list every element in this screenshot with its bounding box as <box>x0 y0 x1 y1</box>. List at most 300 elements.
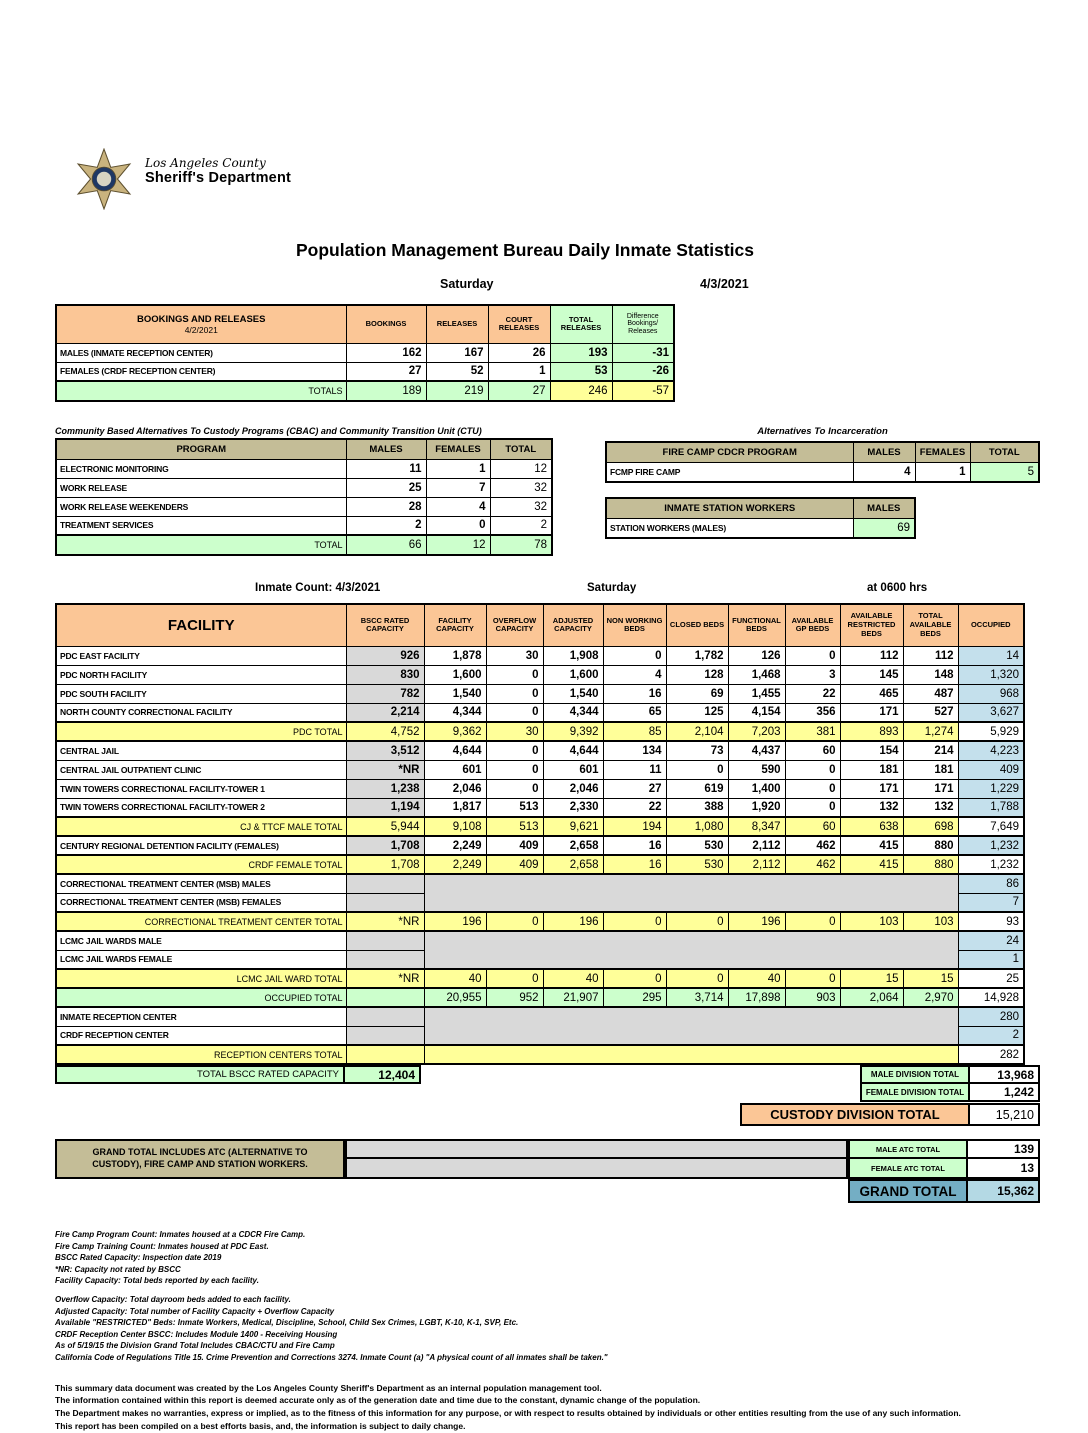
footnote-line: Facility Capacity: Total beds reported by each facility. <box>55 1276 259 1286</box>
facility-statistics-table <box>55 603 1025 1065</box>
facility-value-8: 171 <box>840 779 903 798</box>
total-value-8: 415 <box>840 855 903 874</box>
station-col-males: MALES <box>853 498 915 518</box>
total-value-10: 14,928 <box>958 988 1024 1007</box>
total-value-1: 196 <box>424 912 486 931</box>
cbac-col-0: PROGRAM <box>56 439 346 459</box>
facility-value-7: 462 <box>785 836 840 855</box>
cbac-data-row <box>56 497 552 516</box>
grand-total-note <box>55 1139 345 1179</box>
total-value-8: 2,064 <box>840 988 903 1007</box>
bscc-empty <box>346 931 424 950</box>
facility-value-10: 4,223 <box>958 741 1024 760</box>
occupied-value: 24 <box>958 931 1024 950</box>
facility-col-5: NON WORKING BEDS <box>603 604 666 646</box>
cbac-males-total: 66 <box>346 535 426 555</box>
cbac-total: 12 <box>490 459 552 478</box>
agency-county-label: Los Angeles County <box>145 156 266 170</box>
total-value-3: 40 <box>543 969 603 988</box>
facility-name: PDC SOUTH FACILITY <box>56 684 346 703</box>
facility-value-1: 2,249 <box>424 836 486 855</box>
cbac-data-row <box>56 516 552 535</box>
facility-value-6: 126 <box>728 646 785 665</box>
total-value-7: 462 <box>785 855 840 874</box>
facility-value-2: 409 <box>486 836 543 855</box>
facility-value-1: 4,344 <box>424 703 486 722</box>
station-header-row <box>606 498 915 518</box>
facility-total-row <box>56 855 1024 874</box>
total-value-9: 2,970 <box>903 988 958 1007</box>
facility-value-2: 0 <box>486 741 543 760</box>
footnotes <box>55 1229 1040 1364</box>
report-date: 4/3/2021 <box>700 277 749 291</box>
facility-value-3: 4,644 <box>543 741 603 760</box>
difference-value: -26 <box>612 362 674 381</box>
total-value-6: 40 <box>728 969 785 988</box>
firecamp-col-2: FEMALES <box>915 442 970 462</box>
facility-value-4: 11 <box>603 760 666 779</box>
total-value-1: 40 <box>424 969 486 988</box>
facility-value-10: 1,788 <box>958 798 1024 817</box>
total-value-6: 2,112 <box>728 855 785 874</box>
inmate-count-header <box>55 582 1040 600</box>
cbac-females: 7 <box>426 478 490 497</box>
facility-row <box>56 798 1024 817</box>
facility-total-row <box>56 817 1024 836</box>
agency-header <box>73 148 1040 218</box>
facility-value-2: 513 <box>486 798 543 817</box>
facility-name: CENTRAL JAIL OUTPATIENT CLINIC <box>56 760 346 779</box>
facility-value-0: 926 <box>346 646 424 665</box>
facility-value-5: 619 <box>666 779 728 798</box>
total-value-10: 1,232 <box>958 855 1024 874</box>
total-value-9: 103 <box>903 912 958 931</box>
cbac-total: 32 <box>490 497 552 516</box>
total-value-6: 196 <box>728 912 785 931</box>
facility-value-8: 181 <box>840 760 903 779</box>
total-bscc-label: TOTAL BSCC RATED CAPACITY <box>55 1065 345 1084</box>
facility-row <box>56 836 1024 855</box>
facility-value-2: 0 <box>486 779 543 798</box>
total-value-8: 15 <box>840 969 903 988</box>
female-atc-total-value: 13 <box>966 1157 1040 1179</box>
facility-value-3: 601 <box>543 760 603 779</box>
facility-value-7: 0 <box>785 646 840 665</box>
facility-value-3: 4,344 <box>543 703 603 722</box>
facility-row <box>56 779 1024 798</box>
firecamp-total: 5 <box>970 462 1039 482</box>
facility-value-0: 830 <box>346 665 424 684</box>
station-males-value: 69 <box>853 518 915 538</box>
total-label: RECEPTION CENTERS TOTAL <box>56 1045 346 1064</box>
grand-total-value: 15,362 <box>966 1179 1040 1203</box>
report-day-date <box>55 277 1040 295</box>
total-value-3: 9,392 <box>543 722 603 741</box>
bscc-empty <box>346 1026 424 1045</box>
bookings-totals-row <box>56 381 674 401</box>
facility-value-5: 69 <box>666 684 728 703</box>
total-value-8: 893 <box>840 722 903 741</box>
facility-value-7: 0 <box>785 779 840 798</box>
bookings-totals-label: TOTALS <box>56 381 346 401</box>
facility-col-7: FUNCTIONAL BEDS <box>728 604 785 646</box>
facility-value-9: 527 <box>903 703 958 722</box>
total-value-4: 0 <box>603 969 666 988</box>
occupied-value: 282 <box>958 1045 1024 1064</box>
facility-value-9: 112 <box>903 646 958 665</box>
facility-name: NORTH COUNTY CORRECTIONAL FACILITY <box>56 703 346 722</box>
footnote-line: BSCC Rated Capacity: Inspection date 2019 <box>55 1253 222 1263</box>
total-value-0: *NR <box>346 969 424 988</box>
merged-yellow <box>424 1045 958 1064</box>
releases-value: 52 <box>426 362 488 381</box>
female-division-total-value: 1,242 <box>968 1082 1040 1102</box>
facility-col-0: FACILITY <box>56 604 346 646</box>
facility-value-5: 128 <box>666 665 728 684</box>
facility-total-row <box>56 969 1024 988</box>
footnote-line: Fire Camp Program Count: Inmates housed at a CDCR Fire Camp. <box>55 1230 306 1239</box>
facility-value-7: 60 <box>785 741 840 760</box>
facility-value-8: 154 <box>840 741 903 760</box>
difference-value: -31 <box>612 343 674 362</box>
facility-value-5: 125 <box>666 703 728 722</box>
firecamp-row-label: FCMP FIRE CAMP <box>606 462 853 482</box>
total-value-7: 60 <box>785 817 840 836</box>
grand-total-label: GRAND TOTAL <box>848 1179 968 1203</box>
total-value-10: 93 <box>958 912 1024 931</box>
facility-value-7: 3 <box>785 665 840 684</box>
cbac-totals-label: TOTAL <box>56 535 346 555</box>
total-value-5: 3,714 <box>666 988 728 1007</box>
total-value-3: 2,658 <box>543 855 603 874</box>
station-data-row <box>606 518 915 538</box>
facility-row <box>56 684 1024 703</box>
total-label: CRDF FEMALE TOTAL <box>56 855 346 874</box>
facility-value-6: 4,154 <box>728 703 785 722</box>
facility-value-7: 0 <box>785 760 840 779</box>
male-atc-total-value: 139 <box>966 1139 1040 1159</box>
facility-name: LCMC JAIL WARDS FEMALE <box>56 950 346 969</box>
programs-section <box>55 426 1040 556</box>
male-division-total-value: 13,968 <box>968 1065 1040 1084</box>
facility-col-8: AVAILABLE GP BEDS <box>785 604 840 646</box>
custody-division-total-value: 15,210 <box>968 1103 1040 1126</box>
custody-division-total-label: CUSTODY DIVISION TOTAL <box>740 1103 970 1126</box>
facility-value-4: 16 <box>603 684 666 703</box>
facility-value-10: 1,232 <box>958 836 1024 855</box>
cbac-row-label: TREATMENT SERVICES <box>56 516 346 535</box>
bookings-total: 189 <box>346 381 426 401</box>
facility-value-9: 148 <box>903 665 958 684</box>
female-division-row <box>55 1084 1040 1102</box>
bookings-header-row <box>56 305 674 343</box>
facility-value-8: 465 <box>840 684 903 703</box>
cbac-total: 32 <box>490 478 552 497</box>
court-releases-value: 26 <box>488 343 550 362</box>
total-value-9: 880 <box>903 855 958 874</box>
disclaimer-line: The information contained within this report is deemed accurate only as of the generation date and time due to the constant, dynamic change of the population. <box>55 1395 701 1406</box>
cbac-females-total: 12 <box>426 535 490 555</box>
facility-value-5: 1,782 <box>666 646 728 665</box>
firecamp-data-row <box>606 462 1039 482</box>
cbac-total: 2 <box>490 516 552 535</box>
bookings-title-line1: BOOKINGS AND RELEASES <box>137 313 266 325</box>
total-value-7: 903 <box>785 988 840 1007</box>
facility-row-merged <box>56 931 1024 950</box>
facility-value-3: 2,046 <box>543 779 603 798</box>
footnote-line: Adjusted Capacity: Total number of Facility Capacity + Overflow Capacity <box>55 1306 335 1316</box>
grand-total-filler-1 <box>345 1139 848 1159</box>
facility-value-10: 14 <box>958 646 1024 665</box>
bookings-value: 27 <box>346 362 426 381</box>
firecamp-header-row <box>606 442 1039 462</box>
total-value-5: 2,104 <box>666 722 728 741</box>
total-value-5: 1,080 <box>666 817 728 836</box>
total-value-2: 513 <box>486 817 543 836</box>
total-value-4: 194 <box>603 817 666 836</box>
occupied-value: 280 <box>958 1007 1024 1026</box>
total-value-5: 0 <box>666 912 728 931</box>
facility-value-0: 1,238 <box>346 779 424 798</box>
footnote-line: Overflow Capacity: Total dayroom beds added to each facility. <box>55 1294 291 1304</box>
occupied-total-row <box>56 988 1024 1007</box>
grand-total-note-line2: CUSTODY), FIRE CAMP AND STATION WORKERS. <box>92 1159 308 1169</box>
bookings-row-label: MALES (INMATE RECEPTION CENTER) <box>56 343 346 362</box>
facility-value-7: 22 <box>785 684 840 703</box>
cbac-grand-total: 78 <box>490 535 552 555</box>
reception-total-row <box>56 1045 1024 1064</box>
facility-value-4: 27 <box>603 779 666 798</box>
total-label: CJ & TTCF MALE TOTAL <box>56 817 346 836</box>
facility-value-3: 1,908 <box>543 646 603 665</box>
firecamp-col-0: FIRE CAMP CDCR PROGRAM <box>606 442 853 462</box>
total-value-3: 21,907 <box>543 988 603 1007</box>
footnote-line: Fire Camp Training Count: Inmates housed at PDC East. <box>55 1241 269 1251</box>
sheriff-star-icon <box>73 148 135 210</box>
facility-row <box>56 646 1024 665</box>
facility-col-11: OCCUPIED <box>958 604 1024 646</box>
court-releases-value: 1 <box>488 362 550 381</box>
bscc-empty <box>346 874 424 893</box>
female-division-total-label: FEMALE DIVISION TOTAL <box>860 1082 970 1102</box>
facility-value-6: 1,455 <box>728 684 785 703</box>
facility-name: CORRECTIONAL TREATMENT CENTER (MSB) FEMALES <box>56 893 346 912</box>
facility-value-7: 0 <box>785 798 840 817</box>
merged-gray <box>424 874 958 912</box>
facility-value-9: 181 <box>903 760 958 779</box>
bookings-data-row <box>56 362 674 381</box>
cbac-data-row <box>56 478 552 497</box>
total-value-9: 698 <box>903 817 958 836</box>
facility-value-3: 1,600 <box>543 665 603 684</box>
total-value-4: 0 <box>603 912 666 931</box>
cbac-males: 2 <box>346 516 426 535</box>
facility-col-3: OVERFLOW CAPACITY <box>486 604 543 646</box>
total-value-2: 409 <box>486 855 543 874</box>
cbac-females: 0 <box>426 516 490 535</box>
bookings-data-row <box>56 343 674 362</box>
facility-value-1: 2,046 <box>424 779 486 798</box>
cbac-row-label: ELECTRONIC MONITORING <box>56 459 346 478</box>
facility-value-0: 1,194 <box>346 798 424 817</box>
total-value-6: 8,347 <box>728 817 785 836</box>
facility-value-9: 880 <box>903 836 958 855</box>
facility-col-6: CLOSED BEDS <box>666 604 728 646</box>
facility-value-2: 30 <box>486 646 543 665</box>
cbac-col-3: TOTAL <box>490 439 552 459</box>
total-label: PDC TOTAL <box>56 722 346 741</box>
facility-name: PDC EAST FACILITY <box>56 646 346 665</box>
bscc-empty <box>346 893 424 912</box>
alternatives-title: Alternatives To Incarceration <box>757 426 888 437</box>
facility-value-8: 415 <box>840 836 903 855</box>
total-value-9: 1,274 <box>903 722 958 741</box>
facility-value-9: 171 <box>903 779 958 798</box>
disclaimer-line: The Department makes no warranties, express or implied, as to the fitness of this information for any purpose, or with respect to results obtained by individuals or other entities resulting from the use of any such information. <box>55 1408 961 1419</box>
facility-value-6: 4,437 <box>728 741 785 760</box>
facility-total-row <box>56 722 1024 741</box>
total-bscc-value: 12,404 <box>343 1065 421 1084</box>
cbac-header-row <box>56 439 552 459</box>
total-value-6: 7,203 <box>728 722 785 741</box>
facility-col-10: TOTAL AVAILABLE BEDS <box>903 604 958 646</box>
female-atc-total-label: FEMALE ATC TOTAL <box>848 1157 968 1179</box>
facility-value-5: 388 <box>666 798 728 817</box>
total-value-5: 0 <box>666 969 728 988</box>
page-title: Population Management Bureau Daily Inmate Statistics <box>295 240 755 260</box>
facility-value-3: 1,540 <box>543 684 603 703</box>
cbac-totals-row <box>56 535 552 555</box>
occupied-value: 1 <box>958 950 1024 969</box>
facility-value-6: 1,400 <box>728 779 785 798</box>
facility-col-2: FACILITY CAPACITY <box>424 604 486 646</box>
facility-value-3: 2,330 <box>543 798 603 817</box>
col-court-releases: COURT RELEASES <box>488 305 550 343</box>
bscc-empty <box>346 950 424 969</box>
facility-value-6: 590 <box>728 760 785 779</box>
firecamp-col-1: MALES <box>853 442 915 462</box>
total-value-7: 0 <box>785 912 840 931</box>
cbac-block <box>55 426 553 556</box>
bookings-title-cell <box>56 305 346 343</box>
bookings-row-label: FEMALES (CRDF RECEPTION CENTER) <box>56 362 346 381</box>
facility-value-9: 214 <box>903 741 958 760</box>
footnote-line: California Code of Regulations Title 15. Crime Prevention and Corrections 3274. Inmate Count (a) "A physical count of all inmates shall be taken." <box>55 1352 608 1362</box>
fire-camp-table <box>605 441 1040 483</box>
total-value-3: 9,621 <box>543 817 603 836</box>
merged-gray <box>424 1007 958 1045</box>
facility-col-9: AVAILABLE RESTRICTED BEDS <box>840 604 903 646</box>
total-label: CORRECTIONAL TREATMENT CENTER TOTAL <box>56 912 346 931</box>
facility-value-3: 2,658 <box>543 836 603 855</box>
facility-value-1: 1,540 <box>424 684 486 703</box>
facility-row <box>56 741 1024 760</box>
total-value-4: 295 <box>603 988 666 1007</box>
facility-value-8: 145 <box>840 665 903 684</box>
custody-division-row <box>55 1103 1040 1126</box>
footnote-line: Available "RESTRICTED" Beds: Inmate Workers, Medical, Discipline, School, Child Sex Crimes, LGBT, K-10, K-1, SVP, Etc. <box>55 1318 519 1328</box>
facility-value-5: 73 <box>666 741 728 760</box>
facility-header-row <box>56 604 1024 646</box>
facility-col-4: ADJUSTED CAPACITY <box>543 604 603 646</box>
total-value-2: 0 <box>486 969 543 988</box>
difference-total: -57 <box>612 381 674 401</box>
facility-row-merged <box>56 874 1024 893</box>
inmate-count-time: at 0600 hrs <box>867 582 928 594</box>
facility-value-0: 782 <box>346 684 424 703</box>
col-total-releases: TOTAL RELEASES <box>550 305 612 343</box>
facility-value-2: 0 <box>486 760 543 779</box>
total-value-6: 17,898 <box>728 988 785 1007</box>
court-releases-total: 27 <box>488 381 550 401</box>
total-value-10: 7,649 <box>958 817 1024 836</box>
agency-name <box>145 156 291 186</box>
total-value-10: 5,929 <box>958 722 1024 741</box>
facility-name: CENTURY REGIONAL DETENTION FACILITY (FEMALES) <box>56 836 346 855</box>
footnote-line: CRDF Reception Center BSCC: Includes Module 1400 - Receiving Housing <box>55 1329 338 1339</box>
facility-value-0: 2,214 <box>346 703 424 722</box>
facility-name: TWIN TOWERS CORRECTIONAL FACILITY-TOWER 2 <box>56 798 346 817</box>
cbac-females: 4 <box>426 497 490 516</box>
bookings-value: 162 <box>346 343 426 362</box>
facility-value-6: 1,468 <box>728 665 785 684</box>
grand-total-note-line1: GRAND TOTAL INCLUDES ATC (ALTERNATIVE TO <box>92 1147 308 1158</box>
cbac-data-row <box>56 459 552 478</box>
total-value-3: 196 <box>543 912 603 931</box>
total-value-8: 638 <box>840 817 903 836</box>
total-value-1: 20,955 <box>424 988 486 1007</box>
facility-value-8: 171 <box>840 703 903 722</box>
total-value-2: 30 <box>486 722 543 741</box>
total-label: OCCUPIED TOTAL <box>56 988 346 1007</box>
cbac-col-2: FEMALES <box>426 439 490 459</box>
facility-value-6: 1,920 <box>728 798 785 817</box>
total-value-4: 85 <box>603 722 666 741</box>
facility-value-4: 4 <box>603 665 666 684</box>
cbac-males: 11 <box>346 459 426 478</box>
facility-value-4: 22 <box>603 798 666 817</box>
facility-value-1: 1,878 <box>424 646 486 665</box>
total-value-0: *NR <box>346 912 424 931</box>
facility-row <box>56 703 1024 722</box>
bookings-releases-table <box>55 304 675 402</box>
facility-value-4: 65 <box>603 703 666 722</box>
facility-value-8: 132 <box>840 798 903 817</box>
total-value-0: 1,708 <box>346 855 424 874</box>
station-row-label: STATION WORKERS (MALES) <box>606 518 853 538</box>
station-workers-table <box>605 497 916 539</box>
facility-value-1: 1,817 <box>424 798 486 817</box>
footnote-line: As of 5/19/15 the Division Grand Total Includes CBAC/CTU and Fire Camp <box>55 1341 335 1351</box>
cbac-row-label: WORK RELEASE WEEKENDERS <box>56 497 346 516</box>
facility-value-6: 2,112 <box>728 836 785 855</box>
facility-name: CRDF RECEPTION CENTER <box>56 1026 346 1045</box>
facility-value-10: 409 <box>958 760 1024 779</box>
bscc-empty <box>346 1007 424 1026</box>
total-value-9: 15 <box>903 969 958 988</box>
report-day: Saturday <box>440 277 494 291</box>
grand-total-section <box>55 1139 1040 1203</box>
total-value-2: 952 <box>486 988 543 1007</box>
cbac-table <box>55 438 553 556</box>
grand-total-filler-2 <box>345 1157 848 1179</box>
firecamp-females: 1 <box>915 462 970 482</box>
facility-value-1: 1,600 <box>424 665 486 684</box>
occupied-value: 2 <box>958 1026 1024 1045</box>
firecamp-col-3: TOTAL <box>970 442 1039 462</box>
facility-value-0: 3,512 <box>346 741 424 760</box>
total-value-2: 0 <box>486 912 543 931</box>
